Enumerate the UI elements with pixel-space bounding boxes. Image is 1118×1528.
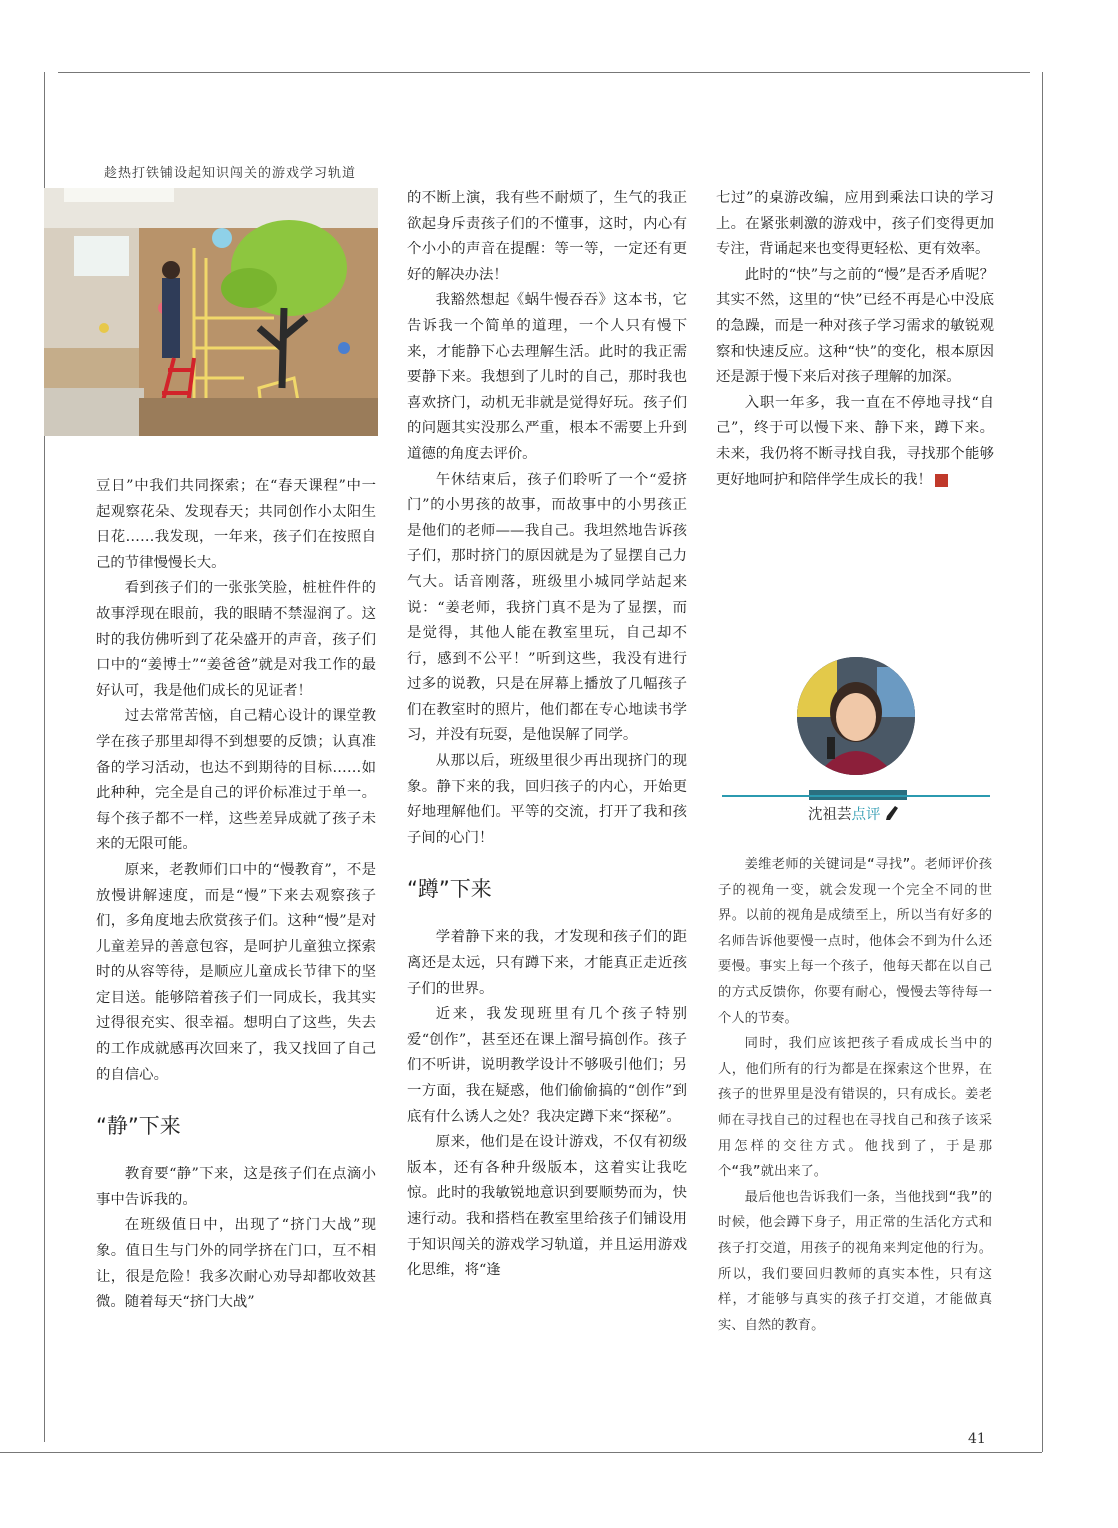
paragraph-text: 入职一年多，我一直在不停地寻找“自己”，终于可以慢下来、静下来，蹲下来。未来，我仍将不断寻找自我，寻找那个能够更好地呵护和陪伴学生成长的我！ [716, 394, 994, 488]
bottom-rule [0, 1452, 1042, 1453]
paragraph: 看到孩子们的一张张笑脸，桩桩件件的故事浮现在眼前，我的眼睛不禁湿润了。这时的我仿佛听到了花朵盛开的声音，孩子们口中的“姜博士”“姜爸爸”就是对我工作的最好认可，我是他们成长的见证者！ [96, 580, 376, 699]
paragraph: 豆日”中我们共同探索；在“春天课程”中一起观察花朵、发现春天；共同创作小太阳生日花……我发现，一年来，孩子们在按照自己的节律慢慢长大。 [96, 478, 376, 571]
end-mark-icon: 家 [935, 474, 948, 487]
paragraph: 原来，他们是在设计游戏，不仅有初级版本，还有各种升级版本，这着实让我吃惊。此时的我敏锐地意识到要顺势而为，快速行动。我和搭档在教室里给孩子们铺设用于知识闯关的游戏学习轨道，并且运用游戏化思维，将“逢 [407, 1134, 687, 1279]
paragraph: 最后他也告诉我们一条，当他找到“我”的时候，他会蹲下身子，用正常的生活化方式和孩子打交道，用孩子的视角来判定他的行为。所以，我们要回归教师的真实本性，只有这样，才能够与真实的孩子打交道，才能做真实、自然的教育。 [718, 1189, 992, 1333]
right-rule [1042, 72, 1043, 1452]
paragraph [716, 391, 994, 493]
photo-caption: 趁热打铁铺设起知识闯关的游戏学习轨道 [104, 166, 357, 181]
paragraph: 七过”的桌游改编，应用到乘法口诀的学习上。在紧张刺激的游戏中，孩子们变得更加专注，背诵起来也变得更轻松、更有效率。 [716, 190, 994, 258]
paragraph: 姜维老师的关键词是“寻找”。老师评价孩子的视角一变，就会发现一个完全不同的世界。以前的视角是成绩至上，所以当有好多的名师告诉他要慢一点时，他体会不到为什么还要慢。事实上每一个孩子，他每天都在以自己的方式反馈你，你要有耐心，慢慢去等待每一个人的节奏。 [718, 857, 992, 1026]
paragraph: 学着静下来的我，才发现和孩子们的距离还是太远，只有蹲下来，才能真正走近孩子们的世界。 [407, 929, 687, 997]
paragraph: 从那以后，班级里很少再出现挤门的现象。静下来的我，回归孩子的内心，开始更好地理解他们。平等的交流，打开了我和孩子间的心门！ [407, 753, 687, 846]
paragraph: 教育要“静”下来，这是孩子们在点滴小事中告诉我的。 [96, 1166, 376, 1208]
paragraph: 我豁然想起《蜗牛慢吞吞》这本书，它告诉我一个简单的道理，一个人只有慢下来，才能静下心去理解生活。此时的我正需要静下来。我想到了儿时的自己，那时我也喜欢挤门，动机无非就是觉得好玩。孩子们的问题其实没那么严重，根本不需要上升到道德的角度去评价。 [407, 292, 687, 462]
classroom-illustration [44, 188, 378, 436]
paragraph: 近来，我发现班里有几个孩子特别爱“创作”，甚至还在课上溜号搞创作。孩子们不听讲，说明教学设计不够吸引他们；另一方面，我在疑惑，他们偷偷搞的“创作”到底有什么诱人之处？我决定蹲下来“探秘”。 [407, 1006, 687, 1125]
top-rule [58, 72, 1030, 73]
review-text [718, 852, 992, 1338]
column-1 [96, 474, 376, 1316]
paragraph: 过去常常苦恼，自己精心设计的课堂教学在孩子那里却得不到想要的反馈；认真准备的学习活动，也达不到期待的目标……如此种种，完全是自己的评价标准过于单一。每个孩子都不一样，这些差异成就了孩子未来的无限可能。 [96, 708, 376, 853]
column-3 [716, 186, 994, 493]
paragraph: 同时，我们应该把孩子看成成长当中的人，他们所有的行为都是在探索这个世界，在孩子的世界里是没有错误的，只有成长。姜老师在寻找自己的过程也在寻找自己和孩子该采用怎样的交往方式。他找到了，于是那个“我”就出来了。 [718, 1036, 992, 1180]
review-label: 点评 [851, 807, 881, 823]
paragraph: 原来，老教师们口中的“慢教育”，不是放慢讲解速度，而是“慢”下来去观察孩子们，多角度地去欣赏孩子们。这种“慢”是对儿童差异的善意包容，是呵护儿童独立探索时的从容等待，是顺应儿童成长节律下的坚定目送。能够陪着孩子们一同成长，我其实过得很充实、很幸福。想明白了这些，失去的工作成就感再次回来了，我又找回了自己的自信心。 [96, 861, 376, 1083]
paragraph: 午休结束后，孩子们聆听了一个“爱挤门”的小男孩的故事，而故事中的小男孩正是他们的老师——我自己。我坦然地告诉孩子们，那时挤门的原因就是为了显摆自己力气大。话音刚落，班级里小城同学站起来说：“姜老师，我挤门真不是为了显摆，而是觉得，其他人能在教室里玩，自己却不行，感到不公平！”听到这些，我没有进行过多的说教，只是在屏幕上播放了几幅孩子们在教室时的照片，他们都在专心地读书学习，并没有玩耍，是他误解了同学。 [407, 471, 687, 744]
column-2 [407, 186, 687, 1284]
review-rule [722, 795, 990, 797]
pencil-icon [885, 805, 899, 821]
section-heading: “静”下来 [96, 1114, 181, 1139]
reviewer-avatar [797, 657, 915, 775]
paragraph: 的不断上演，我有些不耐烦了，生气的我正欲起身斥责孩子们的不懂事，这时，内心有个小小的声音在提醒：等一等，一定还有更好的解决办法！ [407, 190, 687, 283]
section-heading: “蹲”下来 [407, 877, 492, 902]
reviewer-portrait [797, 657, 915, 775]
page-number: 41 [968, 1431, 986, 1447]
review-title [808, 803, 899, 824]
reviewer-name: 沈祖芸 [808, 807, 852, 823]
paragraph: 此时的“快”与之前的“慢”是否矛盾呢？其实不然，这里的“快”已经不再是心中没底的急躁，而是一种对孩子学习需求的敏锐观察和快速反应。这种“快”的变化，根本原因还是源于慢下来后对孩子理解的加深。 [716, 266, 994, 386]
paragraph: 在班级值日中，出现了“挤门大战”现象。值日生与门外的同学挤在门口，互不相让，很是危险！我多次耐心劝导却都收效甚微。随着每天“挤门大战” [96, 1217, 376, 1311]
classroom-photo [44, 188, 378, 436]
